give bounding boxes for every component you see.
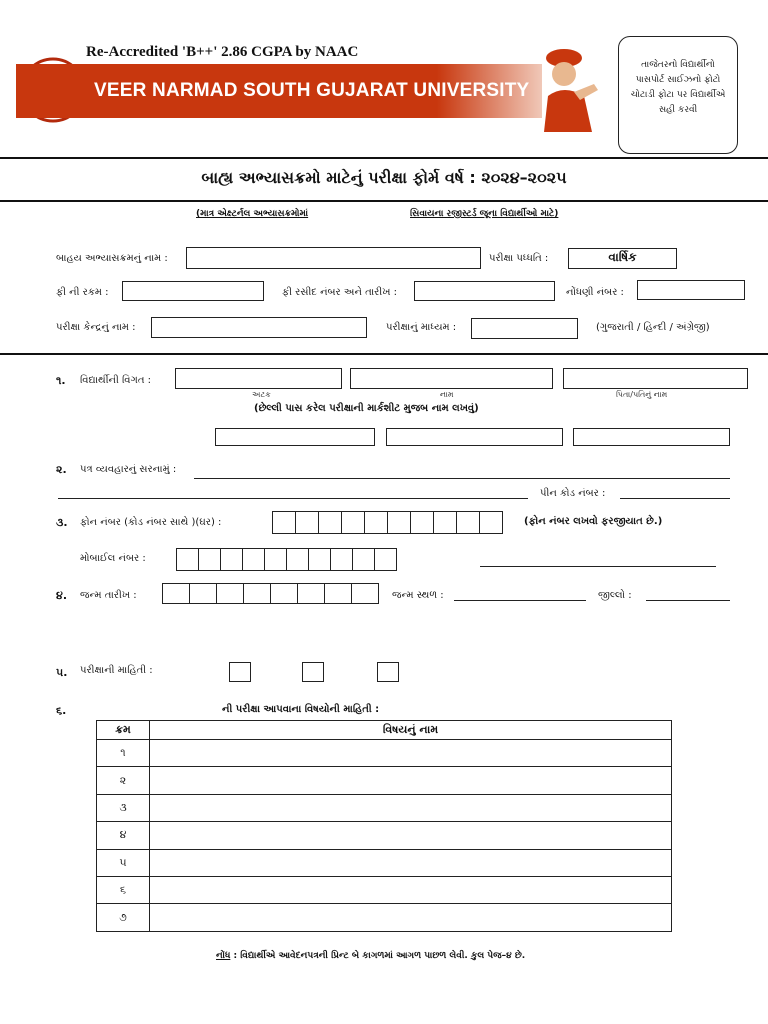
digit-cell[interactable] (352, 548, 375, 571)
row-number: ૬ (97, 876, 150, 903)
registration-no-label: નોંધણી નંબર : (566, 287, 624, 298)
date-cell[interactable] (243, 583, 271, 604)
table-row (97, 822, 672, 849)
date-cell[interactable] (189, 583, 217, 604)
birth-date-cells[interactable] (162, 583, 379, 604)
subjects-table (96, 720, 672, 932)
table-row (97, 794, 672, 821)
address-line-1[interactable] (194, 478, 730, 479)
row-number: ૭ (97, 904, 150, 931)
surname-alt-input[interactable] (215, 428, 375, 446)
digit-cell[interactable] (220, 548, 243, 571)
digit-cell[interactable] (295, 511, 319, 534)
surname-caption: અટક (252, 390, 271, 399)
table-header-row (97, 721, 672, 740)
father-name-alt-input[interactable] (573, 428, 730, 446)
column-header-sr: ક્રમ (97, 721, 150, 740)
row-number: ૧ (97, 740, 150, 767)
digit-cell[interactable] (374, 548, 397, 571)
fee-receipt-label: ફી રસીદ નંબર અને તારીખ : (282, 287, 397, 298)
digit-cell[interactable] (198, 548, 221, 571)
footer-note-label: નોંધ (216, 951, 231, 961)
table-row (97, 849, 672, 876)
surname-input[interactable] (175, 368, 342, 389)
subject-name-cell[interactable] (150, 822, 672, 849)
form-title: બાહ્ય અભ્યાસક્રમો માટેનું પરીક્ષા ફોર્મ વર્ષ : ૨૦૨૪–૨૦૨૫ (201, 168, 567, 187)
first-name-input[interactable] (350, 368, 553, 389)
subject-name-cell[interactable] (150, 794, 672, 821)
section-number: ૨. (56, 463, 67, 476)
divider (0, 353, 768, 355)
medium-label: પરીક્ષાનું માધ્યમ : (386, 322, 457, 333)
divider (0, 157, 768, 159)
pin-code-input[interactable] (620, 498, 730, 499)
district-label: જીલ્લો : (598, 590, 632, 601)
course-name-input[interactable] (186, 247, 481, 269)
course-name-label: બાહય અભ્યાસક્રમનું નામ : (56, 253, 168, 264)
digit-cell[interactable] (341, 511, 365, 534)
university-name: VEER NARMAD SOUTH GUJARAT UNIVERSITY (94, 80, 530, 101)
photo-instruction: તાજેતરનો વિદ્યાર્થીનો પાસપોર્ટ સાઈઝનો ફોટો ચોટાડી ફોટા પર વિદ્યાર્થીએ સહી કરવી (630, 60, 726, 115)
mobile-number-cells[interactable] (176, 548, 397, 571)
birthplace-label: જન્મ સ્થળ : (392, 590, 444, 601)
section-number: ૬. (56, 704, 67, 717)
subject-name-cell[interactable] (150, 876, 672, 903)
digit-cell[interactable] (272, 511, 296, 534)
column-header-subject: વિષયનું નામ (150, 721, 672, 740)
section-number: ૩. (56, 516, 68, 529)
table-row (97, 740, 672, 767)
row-number: ૨ (97, 767, 150, 794)
date-cell[interactable] (351, 583, 379, 604)
subtitle-left: (માત્ર એક્ષ્ટર્નલ અભ્યાસક્રમોમાં (196, 209, 309, 219)
date-cell[interactable] (162, 583, 190, 604)
footer-note (216, 951, 525, 961)
phone-number-cells[interactable] (272, 511, 503, 534)
centre-label: પરીક્ષા કેન્દ્રનું નામ : (56, 322, 136, 333)
mobile-extra-line[interactable] (480, 566, 716, 567)
phone-mandatory-note: (ફોન નંબર લખવો ફરજીયાત છે.) (524, 516, 663, 527)
digit-cell[interactable] (176, 548, 199, 571)
digit-cell[interactable] (479, 511, 503, 534)
table-row (97, 767, 672, 794)
accreditation-text: Re-Accredited 'B++' 2.86 CGPA by NAAC (86, 44, 359, 60)
fee-receipt-input[interactable] (414, 281, 555, 301)
centre-input[interactable] (151, 317, 367, 338)
digit-cell[interactable] (264, 548, 287, 571)
subject-name-cell[interactable] (150, 849, 672, 876)
digit-cell[interactable] (330, 548, 353, 571)
first-name-caption: નામ (440, 390, 454, 399)
phone-label: ફોન નંબર (કોડ નંબર સાથે )(ઘર) : (80, 517, 222, 528)
table-row (97, 876, 672, 903)
medium-options: (ગુજરાતી / હિન્દી / અંગ્રેજી) (596, 322, 710, 333)
section-number: ૪. (56, 589, 67, 602)
subject-name-cell[interactable] (150, 740, 672, 767)
row-number: ૫ (97, 849, 150, 876)
date-cell[interactable] (216, 583, 244, 604)
footer-note-text: : વિદ્યાર્થીએ આવેદનપત્રની પ્રિન્ટ બે કાગળમાં આગળ પાછળ લેવી. કુલ પેજ–૪ છે. (233, 951, 526, 961)
exam-info-checkbox-1[interactable] (229, 662, 251, 682)
digit-cell[interactable] (433, 511, 457, 534)
exam-info-label: પરીક્ષાની માહિતી : (80, 665, 153, 676)
birthplace-input[interactable] (454, 600, 586, 601)
digit-cell[interactable] (318, 511, 342, 534)
address-label: પત્ર વ્યવહારનું સરનામું : (80, 464, 177, 475)
exam-info-checkbox-2[interactable] (302, 662, 324, 682)
pin-code-label: પીન કોડ નંબર : (540, 488, 606, 499)
digit-cell[interactable] (286, 548, 309, 571)
row-number: ૩ (97, 794, 150, 821)
section-number: ૫. (56, 666, 68, 679)
district-input[interactable] (646, 600, 730, 601)
subjects-label: ની પરીક્ષા આપવાના વિષયોની માહિતી : (222, 704, 380, 715)
subject-name-cell[interactable] (150, 904, 672, 931)
date-cell[interactable] (324, 583, 352, 604)
first-name-alt-input[interactable] (386, 428, 563, 446)
mobile-label: મોબાઈલ નંબર : (80, 553, 146, 564)
digit-cell[interactable] (308, 548, 331, 571)
digit-cell[interactable] (387, 511, 411, 534)
divider (0, 200, 768, 202)
founder-portrait-image (534, 44, 608, 132)
digit-cell[interactable] (456, 511, 480, 534)
student-details-label: વિદ્યાર્થીની વિગત : (80, 375, 152, 386)
digit-cell[interactable] (242, 548, 265, 571)
exam-info-checkbox-3[interactable] (377, 662, 399, 682)
subject-name-cell[interactable] (150, 767, 672, 794)
father-name-input[interactable] (563, 368, 748, 389)
date-cell[interactable] (270, 583, 298, 604)
medium-input[interactable] (471, 318, 578, 339)
subtitle-right: સિવાયના રજીસ્ટર્ડ જૂના વિદ્યાર્થીઓ માટે) (410, 209, 559, 219)
digit-cell[interactable] (410, 511, 434, 534)
date-cell[interactable] (297, 583, 325, 604)
father-name-caption: પિતા/પતિનું નામ (616, 390, 668, 399)
marksheet-note: (છેલ્લી પાસ કરેલ પરીક્ષાની માર્કશીટ મુજબ નામ લખવું) (254, 403, 479, 414)
row-number: ૪ (97, 822, 150, 849)
birth-date-label: જન્મ તારીખ : (80, 590, 137, 601)
exam-method-label: પરીક્ષા પધ્ધતિ : (489, 253, 549, 264)
fee-amount-input[interactable] (122, 281, 264, 301)
registration-no-input[interactable] (637, 280, 745, 300)
digit-cell[interactable] (364, 511, 388, 534)
section-number: ૧. (56, 374, 66, 387)
exam-method-value: વાર્ષિક (608, 250, 637, 264)
address-line-2[interactable] (58, 498, 528, 499)
fee-amount-label: ફી ની રકમ : (56, 287, 109, 298)
table-row (97, 904, 672, 931)
